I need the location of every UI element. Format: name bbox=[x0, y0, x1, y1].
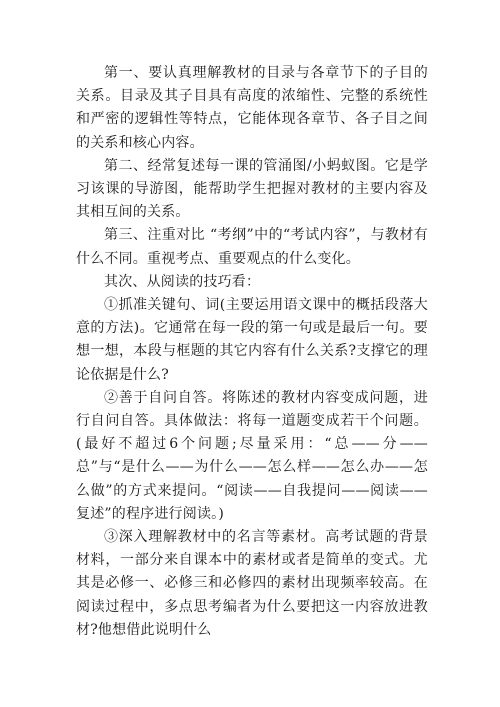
paragraph-1: 第一、要认真理解教材的目录与各章节下的子目的关系。目录及其子目具有高度的浓缩性、完整的系统性和严密的逻辑性等特点，它能体现各章节、各子目之间的关系和核心内容。 bbox=[76, 65, 428, 151]
paragraph-2: 第二、经常复述每一课的管涌图/小蚂蚁图。它是学习该课的导游图，能帮助学生把握对教材的主要内容及其相互间的关系。 bbox=[76, 157, 428, 221]
paragraph-6: ②善于自问自答。将陈述的教材内容变成问题，进行自问自答。具体做法：将每一道题变成若干个问题。(最好不超过6个问题;尽量采用：“总——分——总”与“是什么——为什么——怎么样——怎么办——怎么做”的方式来提问。“阅读——自我提问——阅读——复述”的程序进行阅读。) bbox=[76, 389, 428, 522]
paragraph-5: ①抓准关键句、词(主要运用语文课中的概括段落大意的方法)。它通常在每一段的第一句或是最后一句。要想一想，本段与框题的其它内容有什么关系?支撑它的理论依据是什么? bbox=[76, 297, 428, 383]
paragraph-4: 其次、从阅读的技巧看： bbox=[104, 273, 261, 290]
document-body bbox=[76, 62, 428, 642]
paragraph-7: ③深入理解教材中的名言等素材。高考试题的背景材料，一部分来自课本中的素材或者是简单的变式。尤其是必修一、必修三和必修四的素材出现频率较高。在阅读过程中，多点思考编者为什么要把这一内容放进教材?他想借此说明什么 bbox=[76, 529, 428, 638]
paragraph-3: 第三、注重对比 “考纲”中的“考试内容”，与教材有什么不同。重视考点、重要观点的什么变化。 bbox=[76, 227, 428, 267]
